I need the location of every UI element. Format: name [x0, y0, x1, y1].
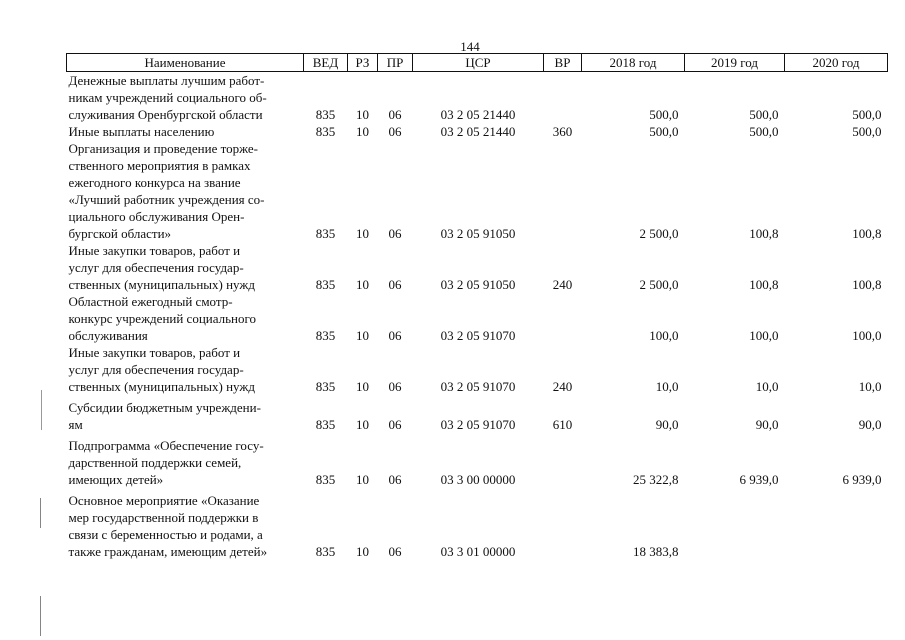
row-2019: 6 939,0	[739, 472, 779, 487]
row-2018: 10,0	[655, 379, 679, 394]
row-pr: 06	[388, 417, 402, 432]
row-2018: 25 322,8	[633, 472, 679, 487]
row-ved: 835	[315, 379, 336, 394]
header-csr: ЦСР	[413, 54, 544, 72]
row-ved: 835	[315, 124, 336, 139]
row-pr: 06	[388, 379, 402, 394]
table-row	[67, 437, 888, 492]
row-2020: 100,8	[852, 226, 882, 241]
row-csr: 03 2 05 91070	[440, 417, 516, 432]
row-2019: 90,0	[755, 417, 779, 432]
header-pr: ПР	[378, 54, 413, 72]
row-name: Иные закупки товаров, работ и услуг для обеспечения государ- ственных (муниципальных) нужд	[68, 243, 255, 292]
row-ved: 835	[315, 417, 336, 432]
row-2020: 100,0	[852, 328, 882, 343]
row-vr	[544, 293, 582, 344]
row-rz: 10	[356, 417, 369, 432]
row-vr	[544, 437, 582, 492]
row-ved: 835	[315, 472, 336, 487]
row-rz: 10	[356, 277, 369, 292]
scan-mark	[40, 596, 41, 636]
row-csr: 03 3 00 00000	[440, 472, 516, 487]
row-2018: 2 500,0	[639, 277, 679, 292]
row-ved: 835	[315, 226, 336, 241]
row-pr: 06	[388, 472, 402, 487]
row-pr: 06	[388, 328, 402, 343]
row-2018: 90,0	[655, 417, 679, 432]
row-csr: 03 2 05 91070	[440, 328, 516, 343]
row-ved: 835	[315, 328, 336, 343]
header-rz: РЗ	[348, 54, 378, 72]
row-pr: 06	[388, 226, 402, 241]
row-2019: 100,0	[749, 328, 779, 343]
row-2018: 500,0	[649, 124, 679, 139]
row-csr: 03 3 01 00000	[440, 544, 516, 559]
row-2020: 90,0	[858, 417, 882, 432]
row-vr	[544, 72, 582, 124]
row-vr: 610	[552, 417, 573, 432]
header-2019: 2019 год	[685, 54, 785, 72]
budget-table	[66, 53, 888, 560]
row-pr: 06	[388, 544, 402, 559]
row-2018: 18 383,8	[633, 544, 679, 559]
row-2020: 10,0	[858, 379, 882, 394]
row-rz: 10	[356, 544, 369, 559]
row-pr: 06	[388, 124, 402, 139]
row-rz: 10	[356, 107, 369, 122]
row-pr: 06	[388, 277, 402, 292]
row-2019: 500,0	[749, 107, 779, 122]
header-2020: 2020 год	[785, 54, 888, 72]
table-row	[67, 293, 888, 344]
row-2020: 500,0	[852, 124, 882, 139]
row-pr: 06	[388, 107, 402, 122]
table-row	[67, 344, 888, 399]
row-name: Областной ежегодный смотр- конкурс учреждений социального обслуживания	[68, 294, 257, 343]
row-2018: 2 500,0	[639, 226, 679, 241]
table-row	[67, 399, 888, 437]
row-ved: 835	[315, 277, 336, 292]
table-row	[67, 492, 888, 560]
row-rz: 10	[356, 226, 369, 241]
table-row	[67, 72, 888, 124]
row-csr: 03 2 05 91050	[440, 277, 516, 292]
row-rz: 10	[356, 328, 369, 343]
table-row	[67, 123, 888, 140]
row-vr	[544, 140, 582, 242]
row-2018: 500,0	[649, 107, 679, 122]
header-row	[67, 54, 888, 72]
row-name: Иные закупки товаров, работ и услуг для обеспечения государ- ственных (муниципальных) нужд	[68, 345, 255, 394]
row-name: Организация и проведение торже- ственного мероприятия в рамках ежегодного конкурса на звание «Лучший работник учреждения со- циального обслуживания Орен- бургской области»	[68, 141, 265, 241]
row-2019: 10,0	[755, 379, 779, 394]
header-name: Наименование	[67, 54, 304, 72]
row-name: Иные выплаты населению	[68, 124, 215, 139]
row-vr: 240	[552, 277, 573, 292]
row-csr: 03 2 05 21440	[440, 124, 516, 139]
row-2018: 100,0	[649, 328, 679, 343]
row-csr: 03 2 05 91070	[440, 379, 516, 394]
row-2020: 500,0	[852, 107, 882, 122]
row-ved: 835	[315, 107, 336, 122]
row-rz: 10	[356, 379, 369, 394]
row-csr: 03 2 05 91050	[440, 226, 516, 241]
scan-mark	[40, 498, 41, 528]
row-ved: 835	[315, 544, 336, 559]
row-2020	[785, 492, 888, 560]
row-2019	[685, 492, 785, 560]
row-2020: 100,8	[852, 277, 882, 292]
header-2018: 2018 год	[582, 54, 685, 72]
row-name: Субсидии бюджетным учреждени- ям	[68, 400, 261, 432]
row-2019: 500,0	[749, 124, 779, 139]
scan-mark	[41, 390, 42, 430]
table-row	[67, 140, 888, 242]
row-2020: 6 939,0	[842, 472, 882, 487]
row-vr: 240	[552, 379, 573, 394]
row-name: Денежные выплаты лучшим работ- никам учреждений социального об- служивания Оренбургской области	[68, 73, 267, 122]
row-csr: 03 2 05 21440	[440, 107, 516, 122]
row-2019: 100,8	[749, 277, 779, 292]
row-vr	[544, 492, 582, 560]
page-number: 144	[460, 39, 480, 54]
table-row	[67, 242, 888, 293]
row-vr: 360	[552, 124, 573, 139]
row-2019: 100,8	[749, 226, 779, 241]
row-rz: 10	[356, 124, 369, 139]
row-name: Основное мероприятие «Оказание мер государственной поддержки в связи с беременностью и родами, а также гражданам, имеющим детей»	[68, 493, 268, 559]
row-rz: 10	[356, 472, 369, 487]
header-vr: ВР	[544, 54, 582, 72]
header-ved: ВЕД	[304, 54, 348, 72]
row-name: Подпрограмма «Обеспечение госу- дарственной поддержки семей, имеющих детей»	[68, 438, 264, 487]
